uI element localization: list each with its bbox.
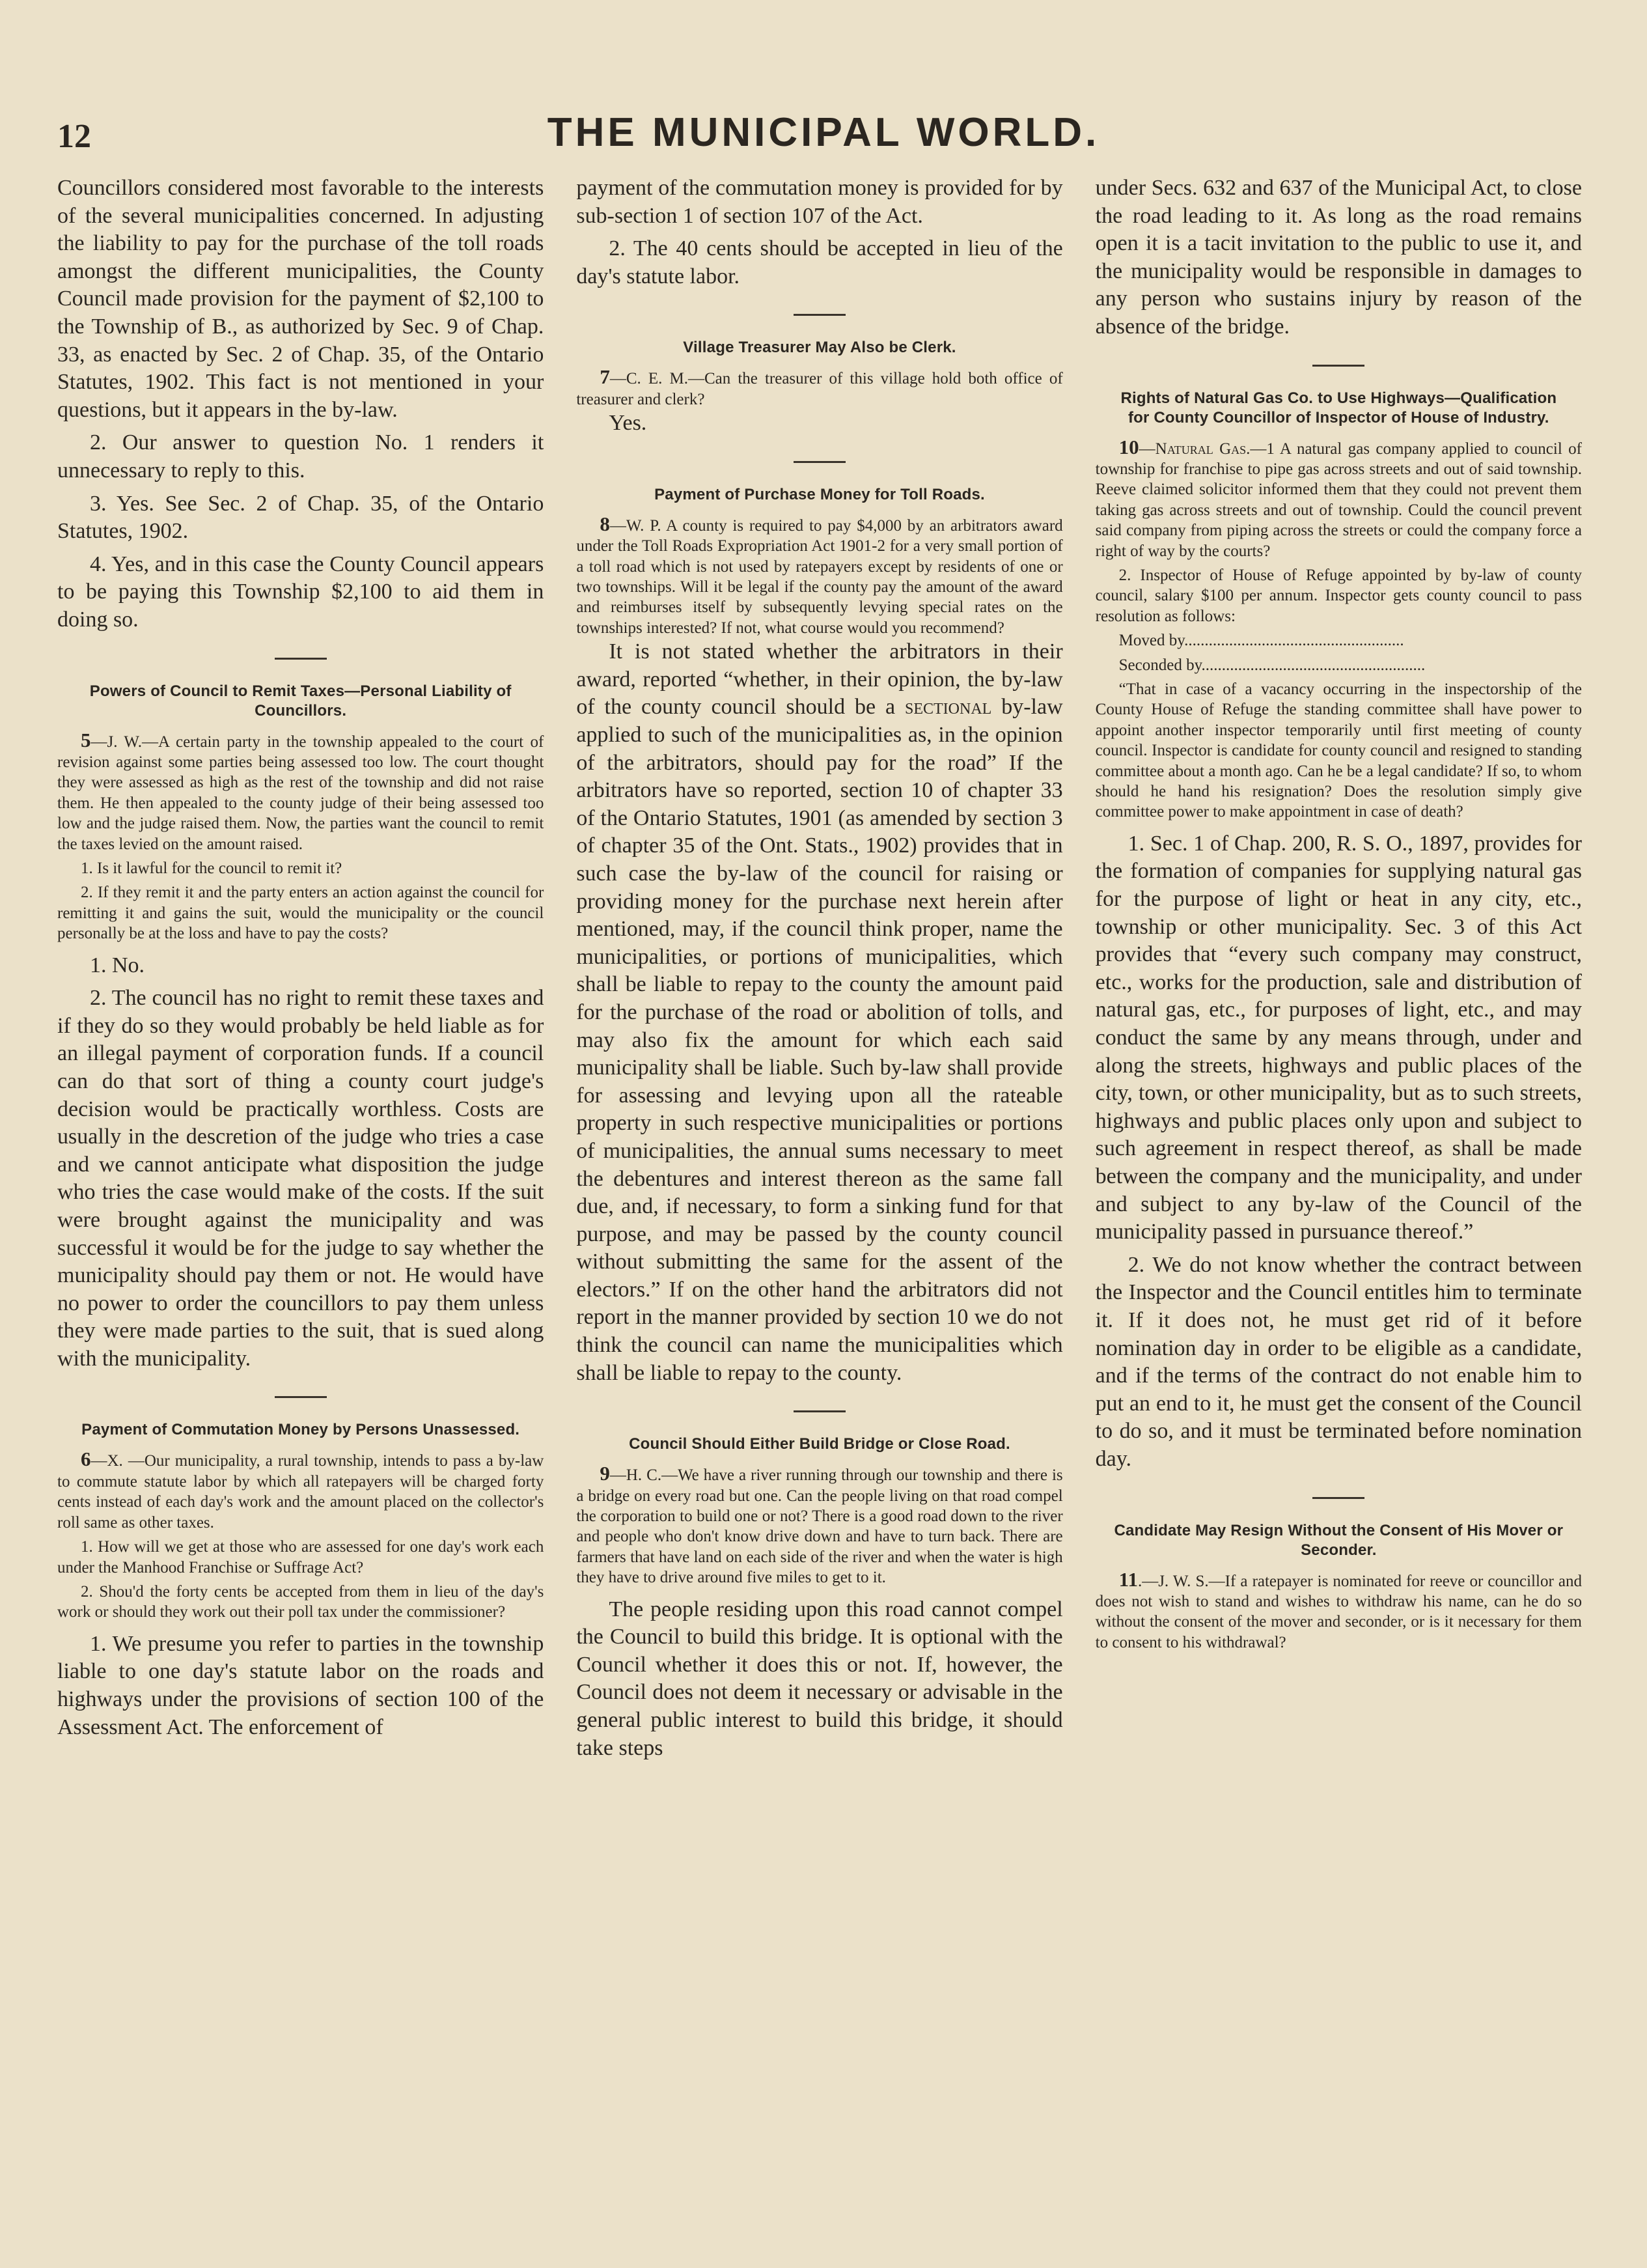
page-number: 12: [57, 118, 91, 155]
question-number: 9: [600, 1462, 610, 1485]
question-text: 2. Shou'd the forty cents be accepted from them in lieu of the day's work or should they work out their poll tax under the commissioner?: [57, 1582, 544, 1621]
moved-by-line: Moved by......................................................: [1118, 632, 1404, 650]
answer-paragraph: Yes.: [609, 411, 647, 436]
answer-paragraph: [576, 638, 1062, 1387]
paragraph: under Secs. 632 and 637 of the Municipal Act, to close the road leading to it. As long as the road remains open it is a tacit invitation to the public to use it, and the municipality would be responsible in damages to any person who sustains injury by reason of the absence of the bridge.: [1095, 176, 1582, 339]
question-heading: Council Should Either Build Bridge or Close Road.: [629, 1435, 1010, 1453]
paragraph: 2. The 40 cents should be accepted in lieu of the day's statute labor.: [576, 236, 1063, 288]
masthead-title: THE MUNICIPAL WORLD.: [547, 110, 1100, 155]
question-text: [576, 367, 1062, 410]
question-heading: Payment of Commutation Money by Persons Unassessed.: [81, 1421, 520, 1439]
question-heading: Payment of Purchase Money for Toll Roads.: [654, 485, 985, 503]
question-text: [576, 514, 1062, 638]
section-divider: [794, 314, 846, 316]
question-body: .—J. W. S.—If a ratepayer is nominated for reeve or councillor and does not wish to stand and wishes to withdraw his name, can he do so without the consent of the mover and seconder, or is it necessary for them to consent to his withdrawal?: [1095, 1572, 1582, 1651]
question-text: “That in case of a vacancy occurring in the inspectorship of the County House of Refuge the standing committee shall have power to appoint another inspector temporarily until first meeting of county council. Inspector is candidate for county council and resigned to standing committee about a month ago. Can he be a legal candidate? If so, to whom should he hand his resignation? Does the resolution simply give committee power to make appointment in case of death?: [1095, 680, 1582, 821]
question-text: 1. Is it lawful for the council to remit it?: [81, 859, 342, 877]
question-body: —W. P. A county is required to pay $4,000 by an arbitrators award under the Toll Roads Expropriation Act 1901-2 for a very small portion of a toll road which is not used by ratepayers except by residents of one or two townships. Will it be legal if the county pay the amount of the award and reimburses itself by subsequently levying special rates on the townships interested? If not, what course would you recommend?: [576, 516, 1063, 637]
question-number: 11: [1118, 1567, 1138, 1591]
question-text: [57, 1449, 544, 1533]
answer-paragraph: The people residing upon this road cannot compel the Council to build this bridge. It is optional with the Council whether it does this or not. If, however, the Council does not deem it necessary or advisable in the general public interest to build this bridge, it should take steps: [576, 1597, 1063, 1760]
column-3: [1096, 175, 1582, 1762]
section-divider: [1312, 365, 1364, 367]
section-divider: [275, 1396, 327, 1398]
answer-paragraph: 1. We presume you refer to parties in the township liable to one day's statute labor on the roads and highways under the provisions of section 100 of the Assessment Act. The enforcement of: [57, 1631, 544, 1739]
question-body: —C. E. M.—Can the treasurer of this village hold both office of treasurer and clerk?: [576, 370, 1063, 408]
answer-text: It is not stated whether the arbitrators in their award, reported “whether, in their opinion, the by-law of the county council should be a: [576, 639, 1063, 720]
question-text: [576, 1463, 1062, 1588]
question-number: 6: [81, 1448, 91, 1471]
answer-paragraph: 2. We do not know whether the contract between the Inspector and the Council entitles him to terminate it. If it does not, he must get rid of it before nomination day in order to be eligible as a candidate, and if the terms of the contract do not enable him to put an end to it, he must get the consent of the Council to do so, and it must be terminated before nomination day.: [1095, 1252, 1582, 1471]
paragraph: 2. Our answer to question No. 1 renders it unnecessary to reply to this.: [57, 430, 544, 483]
section-divider: [794, 1410, 846, 1412]
question-body: —H. C.—We have a river running through our township and there is a bridge on every road but one. Can the people living on that road compel the corporation to build one or not? There is a good road down to the river and people who don't know drive down and have to turn back. There are farmers that have land on each side of the river and when the water is high they have to drive around five miles to get to it.: [576, 1466, 1063, 1587]
question-heading: Candidate May Resign Without the Consent of His Mover or Seconder.: [1114, 1521, 1564, 1559]
paragraph: payment of the commutation money is provided for by sub-section 1 of section 107 of the Act.: [576, 176, 1063, 228]
question-number: 7: [600, 365, 610, 389]
question-number: 10: [1118, 435, 1139, 458]
section-divider: [1312, 1497, 1364, 1499]
question-text: 2. If they remit it and the party enters an action against the council for remitting it and gains the suit, would the municipality or the council personally be at the loss and have to pay the costs?: [57, 884, 544, 943]
paragraph: 4. Yes, and in this case the County Council appears to be paying this Township $2,100 to aid them in doing so.: [57, 552, 544, 632]
question-lead: —Natural Gas.: [1139, 440, 1251, 458]
answer-paragraph: 2. The council has no right to remit these taxes and if they do so they would probably be held liable as for an illegal payment of corporation funds. If a council can do that sort of thing a county court judge's decision would be practically worthless. Costs are usually in the descretion of the judge who tries a case and we cannot anticipate what disposition the judge who tries the case would make of the costs. If the suit were brought against the municipality and was successful it would be for the judge to say whether the municipality should pay them or not. He would have no power to order the councillors to pay them unless they were made parties to the suit, that is sued along with the municipality.: [57, 986, 544, 1371]
question-number: 8: [600, 512, 610, 535]
section-divider: [275, 658, 327, 660]
question-body: —J. W.—A certain party in the township appealed to the court of revision against some parties being assessed too low. The court thought they were assessed as high as the rest of the township and did not raise them. He then appealed to the county judge of their being assessed too low and the judge raised them. Now, the parties want the council to remit the taxes levied on the amount raised.: [57, 733, 544, 853]
seconded-by-line: Seconded by.......................................................: [1118, 656, 1426, 674]
question-heading: Village Treasurer May Also be Clerk.: [683, 339, 956, 357]
question-text: [1096, 437, 1582, 561]
question-text: [1096, 1569, 1582, 1653]
paragraph: 3. Yes. See Sec. 2 of Chap. 35, of the Ontario Statutes, 1902.: [57, 491, 544, 544]
answer-text: by-law applied to such of the municipalities as, in the opinion of the arbitrators, should pay for the road” If the arbitrators have so reported, section 10 of chapter 33 of the Ontario Statutes, 1901 (as amended by section 3 of chapter 35 of the Ont. Stats., 1902) provides that in such case the by-law of the council for raising or providing money for the purchase next herein after mentioned, may, if the council think proper, name the municipalities, or portions of municipalities, which shall be liable to repay to the county the amount paid for the purchase of the road or abolition of tolls, and may also fix the amount for which each said municipality shall be liable. Such by-law shall provide for assessing and levying upon all the rateable property in such respective municipalities or portions of municipalities, the annual sums necessary to meet the debentures and interest thereon as the same fall due, and, if necessary, to form a sinking fund for that purpose, and may be passed by the county council without submitting the same for the assent of the electors.” If on the other hand the arbitrators did not report in the manner provided by section 10 we do not think the council can name the municipalities which shall be liable to repay to the county.: [576, 695, 1063, 1385]
answer-paragraph: 1. Sec. 1 of Chap. 200, R. S. O., 1897, provides for the formation of companies for supplying natural gas for the purpose of light or heat in any city, etc., township or other municipality. Sec. 3 of this Act provides that “every such company may construct, etc., works for the production, sale and distribution of natural gas, etc., for purposes of light, etc., and may conduct the same by any means through, under and along the streets, highways and public places of the city, town, or other municipality, but as to such streets, highways and public places only upon and subject to such agreement in respect thereof, as shall be made between the company and the municipality, and under and subject to any by-law of the Council of the municipality passed in pursuance thereof.”: [1095, 831, 1582, 1244]
article-columns: [57, 175, 1582, 1762]
question-text: 2. Inspector of House of Refuge appointed by by-law of county council, salary $100 per annum. Inspector gets county council to pass resolution as follows:: [1095, 567, 1582, 625]
question-heading: Powers of Council to Remit Taxes—Personal Liability of Councillors.: [89, 682, 512, 720]
question-body: —1 A natural gas company applied to council of township for franchise to pipe gas across streets and out of said township. Reeve claimed solicitor informed them that they could not prevent them taking gas across streets and out of township. Could the council prevent said company from piping across the streets or could the company force a right of way by the courts?: [1095, 440, 1582, 560]
column-2: [576, 175, 1062, 1762]
section-divider: [794, 461, 846, 463]
question-text: 1. How will we get at those who are assessed for one day's work each under the Manhood Franchise or Suffrage Act?: [57, 1538, 544, 1576]
answer-emphasis: sectional: [905, 695, 992, 720]
paragraph: Councillors considered most favorable to the interests of the several municipalities concerned. In adjusting the liability to pay for the purchase of the toll roads amongst the different municipalities, the County Council made provision for the payment of $2,100 to the Township of B., as authorized by Sec. 9 of Chap. 33, as enacted by Sec. 2 of Chap. 35, of the Ontario Statutes, 1902. This fact is not mentioned in your questions, but it appears in the by-law.: [57, 176, 544, 422]
question-heading: Rights of Natural Gas Co. to Use Highways—Qualification for County Councillor of Inspector of House of Industry.: [1120, 389, 1557, 427]
column-1: [57, 175, 544, 1762]
question-body: —X. —Our municipality, a rural township, intends to pass a by-law to commute statute labor by which all ratepayers will be charged forty cents instead of each day's work and the amount placed on the collector's roll same as other taxes.: [57, 1452, 544, 1532]
answer-paragraph: 1. No.: [90, 953, 145, 977]
question-number: 5: [81, 728, 91, 751]
question-text: [57, 730, 544, 854]
